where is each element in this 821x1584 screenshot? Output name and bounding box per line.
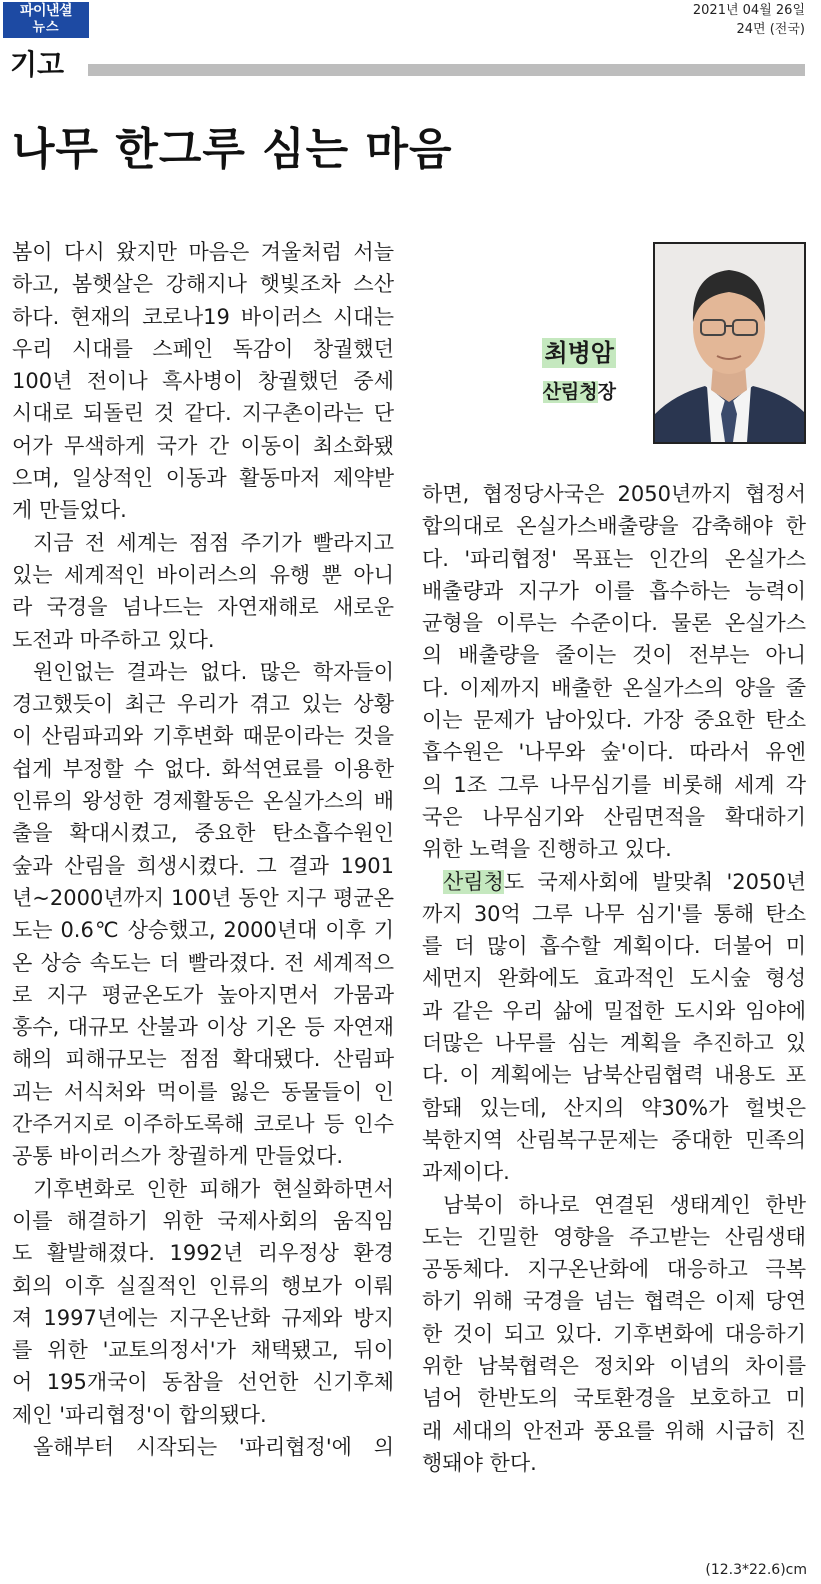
- text-line: 우리 시대를 스페인 독감이 창궐했던: [12, 336, 394, 361]
- text-line: 과 같은 우리 삶에 밀접한 도시와 임야에: [422, 998, 806, 1023]
- logo-line-1: 파이낸셜: [19, 3, 73, 19]
- text-fragment: 도 국제사회에 발맞춰 '2050년: [503, 869, 806, 894]
- text-line: 온 상승 속도는 더 빨라졌다. 전 세계적으: [12, 950, 394, 975]
- text-line: 올해부터 시작되는 '파리협정'에 의: [33, 1434, 394, 1459]
- text-line: 년~2000년까지 100년 동안 지구 평균온: [12, 885, 394, 910]
- text-line: 도 활발해졌다. 1992년 리우정상 환경: [12, 1241, 394, 1266]
- author-portrait-photo: [653, 242, 806, 444]
- author-role: 장: [597, 381, 616, 403]
- text-line: 하고, 봄햇살은 강해지나 햇빛조차 스산: [12, 272, 394, 297]
- text-line: 100년 전이나 흑사병이 창궐했던 중세: [12, 369, 394, 394]
- text-line: 어 195개국이 동참을 선언한 신기후체: [12, 1370, 394, 1395]
- text-line: 행돼야 한다.: [422, 1450, 537, 1475]
- text-line: 쉽게 부정할 수 없다. 화석연료를 이용한: [12, 756, 394, 781]
- text-line: 이를 해결하기 위한 국제사회의 움직임: [12, 1208, 394, 1233]
- text-line: 의 1조 그루 나무심기를 비롯해 세계 각: [422, 772, 806, 797]
- author-name: 최병암: [544, 339, 614, 367]
- text-line: 홍수, 대규모 산불과 이상 기온 등 자연재: [12, 1015, 394, 1040]
- page-number: 24면 (전국): [736, 22, 805, 37]
- text-line: 북한지역 산림복구문제는 중대한 민족의: [422, 1127, 806, 1152]
- text-line: 도전과 마주하고 있다.: [12, 627, 215, 652]
- text-line: 출을 확대시켰고, 중요한 탄소흡수원인: [12, 821, 394, 846]
- text-line: 래 세대의 안전과 풍요를 위해 시급히 진: [422, 1418, 806, 1443]
- text-line: 하기 위해 국경을 넘는 협력은 이제 당연: [422, 1289, 806, 1314]
- text-line: 간주거지로 이주하도록해 코로나 등 인수: [12, 1112, 394, 1137]
- dateline: [693, 1, 805, 39]
- section-label: 기고: [10, 48, 65, 81]
- text-line: 더많은 나무를 심는 계획을 추진하고 있: [422, 1031, 806, 1056]
- text-line: 균형을 이루는 수준이다. 물론 온실가스: [422, 611, 806, 636]
- text-line: 위한 노력을 진행하고 있다.: [422, 837, 672, 862]
- text-line: 남북이 하나로 연결된 생태계인 한반: [443, 1192, 806, 1217]
- text-line: 제인 '파리협정'이 합의됐다.: [12, 1402, 267, 1427]
- author-org: 산림청: [542, 381, 598, 403]
- text-line: 지금 전 세계는 점점 주기가 빨라지고: [33, 530, 394, 555]
- logo-line-2: 뉴스: [32, 20, 60, 35]
- text-line: 공통 바이러스가 창궐하게 만들었다.: [12, 1144, 343, 1169]
- portrait-illustration: [655, 244, 804, 442]
- text-line: 라 국경을 넘나드는 자연재해로 새로운: [12, 595, 394, 620]
- text-line: 기후변화로 인한 피해가 현실화하면서: [33, 1176, 394, 1201]
- section-rule: [88, 64, 805, 76]
- text-line: 게 만들었다.: [12, 498, 127, 523]
- text-line: [422, 866, 806, 898]
- text-line: 로 지구 평균온도가 높아지면서 가뭄과: [12, 982, 394, 1007]
- highlighted-agency-name: 산림청: [443, 869, 504, 894]
- text-line: 를 위한 '교토의정서'가 채택됐고, 뒤이: [12, 1338, 394, 1363]
- clipping-size-note: (12.3*22.6)cm: [705, 1562, 807, 1578]
- article-column-left: [12, 236, 394, 1463]
- text-line: 한 것이 되고 있다. 기후변화에 대응하기: [422, 1321, 806, 1346]
- text-line: 배출량과 지구가 이를 흡수하는 능력이: [422, 578, 806, 603]
- text-line: 를 더 많이 흡수할 계획이다. 더불어 미: [422, 934, 806, 959]
- text-line: 도는 긴밀한 영향을 주고받는 산림생태: [422, 1224, 806, 1249]
- text-line: 세먼지 완화에도 효과적인 도시숲 형성: [422, 966, 806, 991]
- text-line: 시대로 되돌린 것 같다. 지구촌이라는 단: [12, 401, 394, 426]
- text-line: 져 1997년에는 지구온난화 규제와 방지: [12, 1305, 394, 1330]
- text-line: 봄이 다시 왔지만 마음은 겨울처럼 서늘: [12, 240, 394, 264]
- text-line: 이 산림파괴와 기후변화 때문이라는 것을: [12, 724, 394, 749]
- text-line: 인류의 왕성한 경제활동은 온실가스의 배: [12, 789, 394, 814]
- text-line: 하면, 협정당사국은 2050년까지 협정서: [422, 482, 806, 506]
- text-line: 원인없는 결과는 없다. 많은 학자들이: [33, 659, 394, 684]
- text-line: 해의 피해규모는 점점 확대됐다. 산림파: [12, 1047, 394, 1072]
- text-line: 으며, 일상적인 이동과 활동마저 제약받: [12, 466, 394, 491]
- text-line: 과제이다.: [422, 1160, 510, 1185]
- text-line: 흡수원은 '나무와 숲'이다. 따라서 유엔: [422, 740, 806, 765]
- text-line: 다. 이 계획에는 남북산림협력 내용도 포: [422, 1063, 806, 1088]
- text-line: 위한 남북협력은 정치와 이념의 차이를: [422, 1354, 806, 1379]
- text-line: 다. '파리협정' 목표는 인간의 온실가스: [422, 546, 806, 571]
- headline: 나무 한그루 심는 마음: [12, 124, 453, 175]
- text-line: 공동체다. 지구온난화에 대응하고 극복: [422, 1257, 806, 1282]
- text-line: 함돼 있는데, 산지의 약30%가 헐벗은: [422, 1095, 806, 1120]
- text-line: 넘어 한반도의 국토환경을 보호하고 미: [422, 1386, 806, 1411]
- text-line: 합의대로 온실가스배출량을 감축해야 한: [422, 514, 806, 539]
- text-line: 경고했듯이 최근 우리가 겪고 있는 상황: [12, 692, 394, 717]
- text-line: 도는 0.6℃ 상승했고, 2000년대 이후 기: [12, 918, 394, 943]
- text-line: 숲과 산림을 희생시켰다. 그 결과 1901: [12, 853, 394, 878]
- author-title: [532, 380, 616, 404]
- text-line: 이는 문제가 남아있다. 가장 중요한 탄소: [422, 708, 806, 733]
- text-line: 까지 30억 그루 나무 심기'를 통해 탄소: [422, 901, 806, 926]
- article-column-right: [422, 478, 806, 1479]
- text-line: 회의 이후 실질적인 인류의 행보가 이뤄: [12, 1273, 394, 1298]
- text-line: 괴는 서식처와 먹이를 잃은 동물들이 인: [12, 1079, 394, 1104]
- text-line: 어가 무색하게 국가 간 이동이 최소화됐: [12, 433, 394, 458]
- author-byline: [532, 338, 616, 404]
- text-line: 의 배출량을 줄이는 것이 전부는 아니: [422, 643, 806, 668]
- text-line: 국은 나무심기와 산림면적을 확대하기: [422, 804, 806, 829]
- publication-date: 2021년 04월 26일: [692, 3, 805, 18]
- text-line: 있는 세계적인 바이러스의 유행 뿐 아니: [12, 562, 394, 587]
- newspaper-logo: [3, 2, 89, 38]
- text-line: 하다. 현재의 코로나19 바이러스 시대는: [12, 304, 394, 329]
- text-line: 다. 이제까지 배출한 온실가스의 양을 줄: [422, 675, 806, 700]
